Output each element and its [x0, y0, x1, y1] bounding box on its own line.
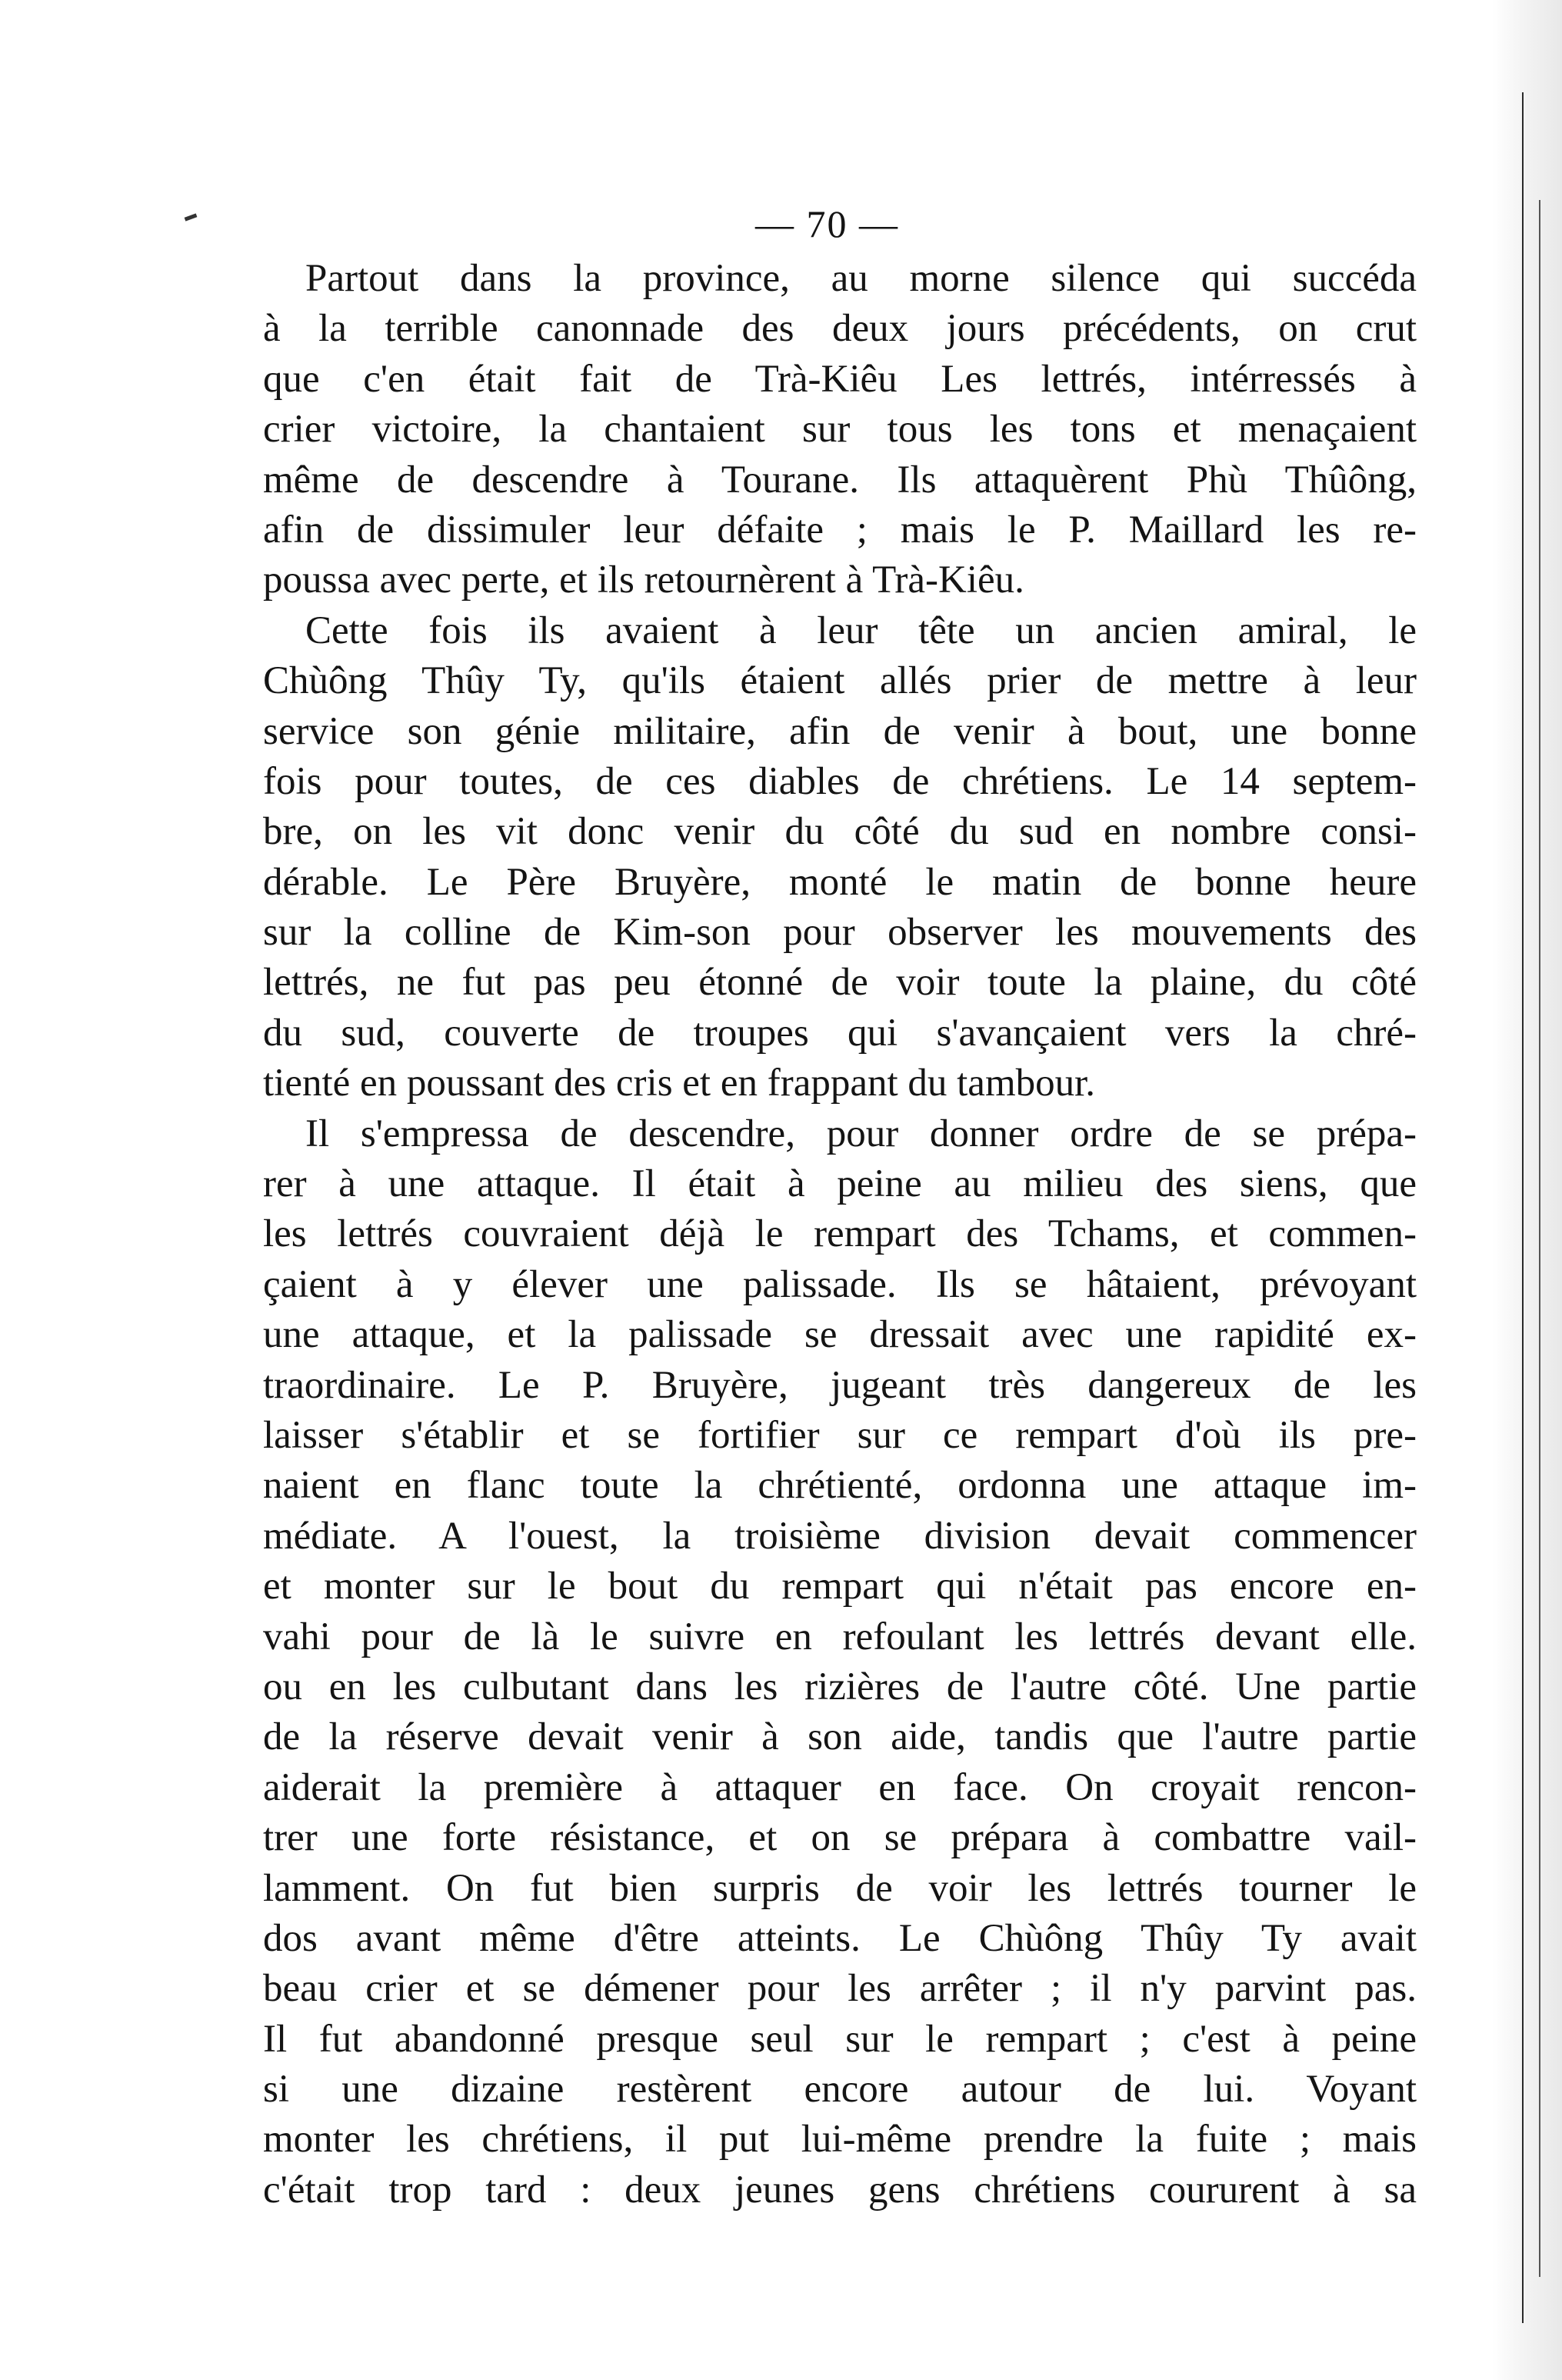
text-line: monter les chrétiens, il put lui-même prendre la fuite ; mais [263, 2118, 1417, 2162]
text-line: vahi pour de là le suivre en refoulant les lettrés devant elle. [263, 1615, 1417, 1658]
text-line: même de descendre à Tourane. Ils attaquèrent Phù Thûông, [263, 458, 1417, 502]
text-line: à la terrible canonnade des deux jours précédents, on crut [263, 307, 1417, 351]
text-line: crier victoire, la chantaient sur tous les tons et menaçaient [263, 408, 1417, 452]
text-line: que c'en était fait de Trà-Kiêu Les lettrés, intérressés à [263, 357, 1417, 401]
text-line: du sud, couverte de troupes qui s'avançaient vers la chré- [263, 1011, 1417, 1055]
gutter-edge-line [1539, 200, 1540, 2277]
text-line: service son génie militaire, afin de venir à bout, une bonne [263, 709, 1417, 753]
text-line: c'était trop tard : deux jeunes gens chrétiens coururent à sa [263, 2168, 1417, 2212]
text-line: une attaque, et la palissade se dressait avec une rapidité ex- [263, 1313, 1417, 1357]
text-line: fois pour toutes, de ces diables de chrétiens. Le 14 septem- [263, 759, 1417, 803]
text-line: médiate. A l'ouest, la troisième division devait commencer [263, 1514, 1417, 1558]
text-line: aiderait la première à attaquer en face. On croyait rencon- [263, 1765, 1417, 1809]
text-line: dos avant même d'être atteints. Le Chùông Thûy Ty avait [263, 1916, 1417, 1960]
text-line: çaient à y élever une palissade. Ils se hâtaient, prévoyant [263, 1262, 1417, 1306]
text-line: tienté en poussant des cris et en frappant du tambour. [263, 1062, 1096, 1105]
text-line: sur la colline de Kim-son pour observer les mouvements des [263, 911, 1417, 955]
text-line: naient en flanc toute la chrétienté, ordonna une attaque im- [263, 1464, 1417, 1508]
text-line: bre, on les vit donc venir du côté du sud en nombre consi- [263, 810, 1417, 854]
text-line: Il fut abandonné presque seul sur le rempart ; c'est à peine [263, 2017, 1417, 2061]
gutter-edge-line [1522, 92, 1524, 2323]
text-line: de la réserve devait venir à son aide, tandis que l'autre partie [263, 1715, 1417, 1759]
text-line: dérable. Le Père Bruyère, monté le matin de bonne heure [263, 860, 1417, 904]
text-line: traordinaire. Le P. Bruyère, jugeant très dangereux de les [263, 1363, 1417, 1407]
body-text [263, 254, 1417, 2215]
text-line: ou en les culbutant dans les rizières de l'autre côté. Une partie [263, 1665, 1417, 1708]
text-line: rer à une attaque. Il était à peine au milieu des siens, que [263, 1162, 1417, 1206]
text-line-content: Chùông Thûy Ty, qu'ils étaient allés prier de mettre à leur [263, 659, 1417, 703]
text-line: et monter sur le bout du rempart qui n'était pas encore en- [263, 1565, 1417, 1608]
text-line: lettrés, ne fut pas peu étonné de voir toute la plaine, du côté [263, 961, 1417, 1005]
text-line: lamment. On fut bien surpris de voir les lettrés tourner le [263, 1866, 1417, 1910]
text-line: si une dizaine restèrent encore autour de lui. Voyant [263, 2068, 1417, 2112]
text-line: Cette fois ils avaient à leur tête un ancien amiral, le [305, 608, 1417, 652]
text-line: Partout dans la province, au morne silence qui succéda [305, 257, 1417, 300]
text-line [263, 656, 1417, 706]
text-line: Il s'empressa de descendre, pour donner ordre de se prépa- [305, 1112, 1417, 1155]
text-line: trer une forte résistance, et on se prépara à combattre vail- [263, 1816, 1417, 1860]
binding-gutter [1462, 0, 1562, 2380]
text-line: beau crier et se démener pour les arrêter ; il n'y parvint pas. [263, 1967, 1417, 2011]
text-line: poussa avec perte, et ils retournèrent à Trà-Kiêu. [263, 558, 1024, 602]
page-number: — 70 — [755, 202, 899, 245]
text-line: laisser s'établir et se fortifier sur ce rempart d'où ils pre- [263, 1413, 1417, 1457]
text-line: les lettrés couvraient déjà le rempart des Tchams, et commen- [263, 1212, 1417, 1256]
text-line: afin de dissimuler leur défaite ; mais le P. Maillard les re- [263, 508, 1417, 552]
